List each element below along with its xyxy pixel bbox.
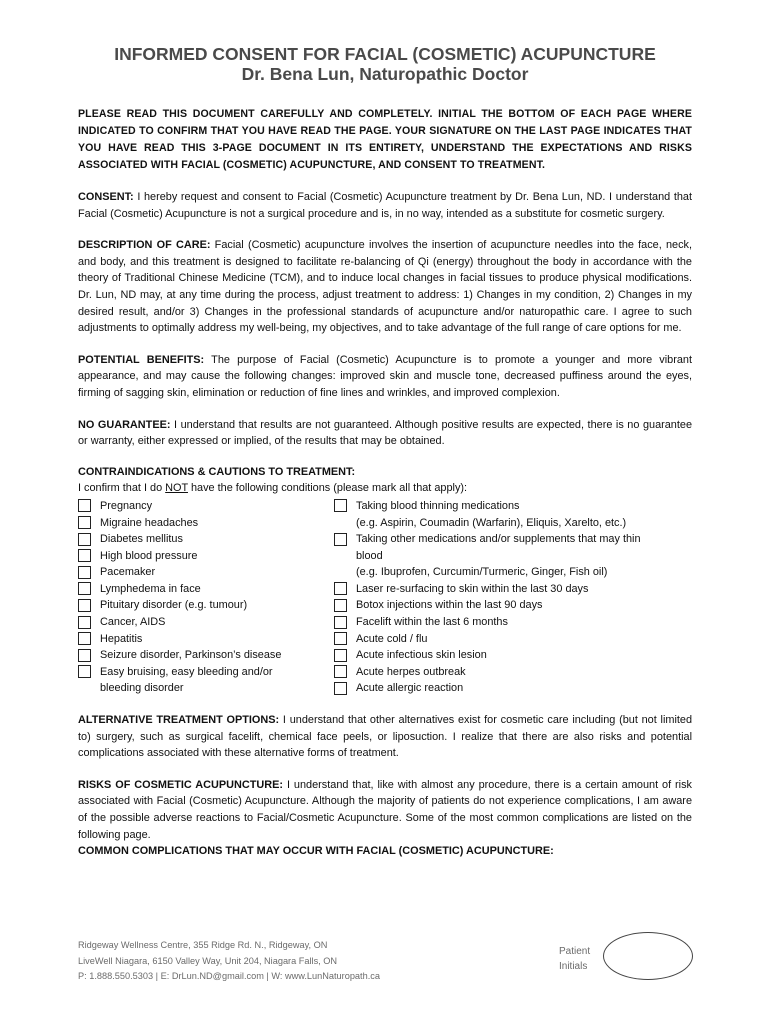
consent-section: [78, 189, 692, 222]
condition-pregnancy: Pregnancy: [78, 498, 334, 515]
checkbox[interactable]: [78, 499, 91, 512]
footer-niagara-address: LiveWell Niagara, 6150 Valley Way, Unit 204, Niagara Falls, ON: [78, 955, 338, 966]
condition-other-medications-cont: blood: [334, 548, 692, 565]
condition-migraine: Migraine headaches: [78, 515, 334, 532]
patient-initials-label: Patient Initials: [559, 946, 591, 972]
checkbox[interactable]: [78, 649, 91, 662]
footer-ridgeway-address: Ridgeway Wellness Centre, 355 Ridge Rd. N., Ridgeway, ON: [78, 940, 328, 950]
checkbox[interactable]: [334, 533, 347, 546]
complications-heading: COMMON COMPLICATIONS THAT MAY OCCUR WITH FACIAL (COSMETIC) ACUPUNCTURE:: [78, 845, 554, 858]
checkbox[interactable]: [334, 682, 347, 695]
condition-other-medications: Taking other medications and/or supplements that may thin: [334, 531, 692, 548]
condition-pacemaker: Pacemaker: [78, 564, 334, 581]
risks-section: [78, 777, 692, 843]
consent-text: I hereby request and consent to Facial (Cosmetic) Acupuncture treatment by Dr. Bena Lun, ND. I understand that Facial (Cosmetic) Acupuncture is not a surgical procedure and is, in no way, intended as a substitute for cosmetic surgery.: [78, 191, 692, 220]
condition-lymphedema: Lymphedema in face: [78, 581, 334, 598]
conditions-checklist: [78, 498, 692, 697]
checkbox[interactable]: [334, 499, 347, 512]
alternatives-heading: ALTERNATIVE TREATMENT OPTIONS:: [78, 714, 280, 727]
condition-laser: Laser re-surfacing to skin within the last 30 days: [334, 581, 692, 598]
intro-instructions: PLEASE READ THIS DOCUMENT CAREFULLY AND COMPLETELY. INITIAL THE BOTTOM OF EACH PAGE WHERE INDICATED TO CONFIRM THAT YOU HAVE READ THE PAGE. YOUR SIGNATURE ON THE LAST PAGE INDICATES THAT YOU HAVE READ THIS 3-PAGE DOCUMENT IN ITS ENTIRETY, UNDERSTAND THE EXPECTATIONS AND RISKS ASSOCIATED WITH FACIAL (COSMETIC) ACUPUNCTURE, AND CONSENT TO TREATMENT.: [78, 108, 692, 171]
guarantee-section: [78, 417, 692, 450]
checkbox[interactable]: [78, 616, 91, 629]
condition-bruising: Easy bruising, easy bleeding and/or: [78, 664, 334, 681]
condition-blood-thinners-examples: (e.g. Aspirin, Coumadin (Warfarin), Eliquis, Xarelto, etc.): [334, 515, 692, 532]
risks-text: I understand that, like with almost any procedure, there is a certain amount of risk associated with Facial (Cosmetic) Acupuncture. Although the majority of patients do not experience complications, I am aware of the possible adverse reactions to Facial/Cosmetic Acupuncture. Some of the most common complications are listed on the following page.: [78, 778, 692, 841]
condition-other-medications-examples: (e.g. Ibuprofen, Curcumin/Turmeric, Ginger, Fish oil): [334, 564, 692, 581]
consent-document: [78, 44, 692, 860]
condition-cold-flu: Acute cold / flu: [334, 631, 692, 648]
condition-bruising-cont: bleeding disorder: [78, 680, 334, 697]
condition-allergic: Acute allergic reaction: [334, 680, 692, 697]
checkbox[interactable]: [78, 665, 91, 678]
benefits-section: [78, 352, 692, 402]
not-emphasis: NOT: [165, 482, 188, 495]
checkbox[interactable]: [334, 649, 347, 662]
checkbox[interactable]: [334, 616, 347, 629]
guarantee-heading: NO GUARANTEE:: [78, 418, 171, 431]
condition-cancer-aids: Cancer, AIDS: [78, 614, 334, 631]
description-heading: DESCRIPTION OF CARE:: [78, 239, 211, 252]
checkbox[interactable]: [334, 599, 347, 612]
risks-heading: RISKS OF COSMETIC ACUPUNCTURE:: [78, 778, 284, 791]
checkbox[interactable]: [334, 582, 347, 595]
condition-high-blood-pressure: High blood pressure: [78, 548, 334, 565]
guarantee-text: I understand that results are not guaranteed. Although positive results are expected, there is no guarantee or warranty, either expressed or implied, of the results that may be obtained.: [78, 418, 693, 448]
checkbox[interactable]: [78, 533, 91, 546]
document-title: INFORMED CONSENT FOR FACIAL (COSMETIC) ACUPUNCTURE: [114, 44, 656, 64]
checkbox[interactable]: [78, 632, 91, 645]
alternatives-section: [78, 712, 692, 762]
checkbox[interactable]: [78, 516, 91, 529]
description-text: Facial (Cosmetic) acupuncture involves the insertion of acupuncture needles into the face, neck, and body, and this treatment is designed to facilitate re-balancing of Qi (energy) throughout the body in accordance with the theory of Traditional Chinese Medicine (TCM), and to induce local changes in facial tissues to produce physical modifications. Dr. Lun, ND may, at any time during the process, adjust treatment to address: 1) Changes in my condition, 2) Changes in my desired result, and/or 3) Changes in the professional standards of acupuncture and/or naturopathic care. I agree to such adjustments to optimally address my well-being, my objectives, and to take advantage of the full range of care options for me.: [78, 239, 692, 335]
benefits-text: The purpose of Facial (Cosmetic) Acupuncture is to promote a younger and more vibrant appearance, and may cause the following changes: improved skin and muscle tone, decreased puffiness around the eyes, firming of sagging skin, elimination or reduction of fine lines and wrinkles, and improved complexion.: [78, 353, 692, 399]
condition-hepatitis: Hepatitis: [78, 631, 334, 648]
conditions-left-column: [78, 498, 334, 697]
alternatives-text: I understand that other alternatives exist for cosmetic care including (but not limited to) surgery, such as surgical facelift, chemical face peels, or liposuction. I realize that there are also risks and potential complications associated with these alternative forms of treatment.: [78, 714, 693, 760]
condition-botox: Botox injections within the last 90 days: [334, 597, 692, 614]
checkbox[interactable]: [334, 665, 347, 678]
condition-herpes: Acute herpes outbreak: [334, 664, 692, 681]
contraindications-instructions: I confirm that I do NOT have the following conditions (please mark all that apply):: [78, 482, 468, 495]
description-section: [78, 237, 692, 337]
condition-blood-thinners: Taking blood thinning medications: [334, 498, 692, 515]
checkbox[interactable]: [78, 599, 91, 612]
checkbox[interactable]: [78, 582, 91, 595]
checkbox[interactable]: [78, 549, 91, 562]
conditions-right-column: [334, 498, 692, 697]
patient-initials-field[interactable]: [603, 932, 693, 980]
condition-diabetes: Diabetes mellitus: [78, 531, 334, 548]
document-subtitle: Dr. Bena Lun, Naturopathic Doctor: [241, 64, 529, 84]
footer-contact-line: P: 1.888.550.5303 | E: DrLun.ND@gmail.com | W: www.LunNaturopath.ca: [78, 971, 380, 981]
condition-seizure: Seizure disorder, Parkinson’s disease: [78, 647, 334, 664]
contraindications-heading: CONTRAINDICATIONS & CAUTIONS TO TREATMENT:: [78, 465, 356, 478]
benefits-heading: POTENTIAL BENEFITS:: [78, 353, 205, 366]
footer-contact: [78, 938, 498, 985]
condition-pituitary: Pituitary disorder (e.g. tumour): [78, 597, 334, 614]
checkbox[interactable]: [78, 566, 91, 579]
condition-facelift: Facelift within the last 6 months: [334, 614, 692, 631]
consent-heading: CONSENT:: [78, 191, 134, 203]
checkbox[interactable]: [334, 632, 347, 645]
condition-skin-lesion: Acute infectious skin lesion: [334, 647, 692, 664]
